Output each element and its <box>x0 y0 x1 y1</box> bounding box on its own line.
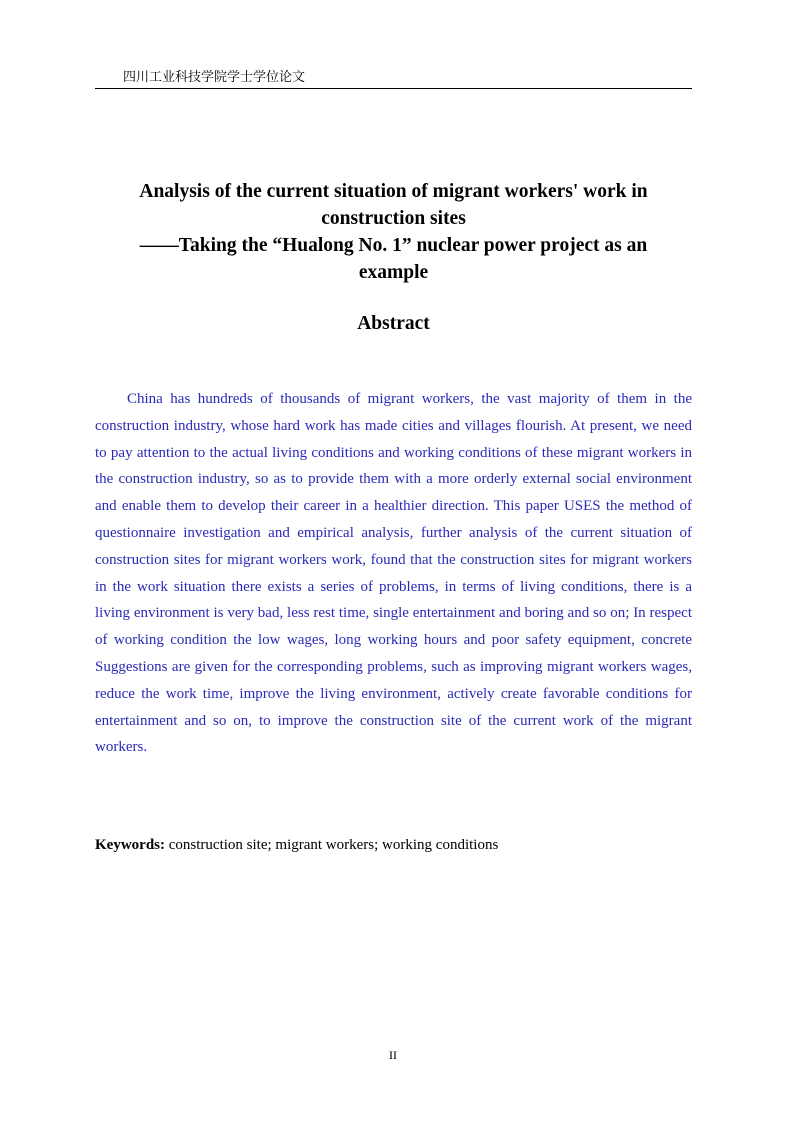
keywords-text: construction site; migrant workers; working conditions <box>165 837 499 853</box>
header-text: 四川工业科技学院学士学位论文 <box>123 70 306 85</box>
abstract-heading: Abstract <box>357 313 430 334</box>
title-line-1: Analysis of the current situation of migrant workers' work in <box>139 181 648 202</box>
page-number: II <box>389 1048 397 1062</box>
abstract-body: China has hundreds of thousands of migrant workers, the vast majority of them in the construction industry, whose hard work has made cities and villages flourish. At present, we need to pay attention to the actual living conditions and working conditions of these migrant workers in the construction industry, so as to provide them with a more orderly external social environment and enable them to develop their career in a healthier direction. This paper USES the method of questionnaire investigation and empirical analysis, further analysis of the current situation of construction sites for migrant workers work, found that the construction sites for migrant workers in the work situation there exists a series of problems, in terms of living conditions, there is a living environment is very bad, less rest time, single entertainment and boring and so on; In respect of working condition the low wages, long working hours and poor safety equipment, concrete Suggestions are given for the corresponding problems, such as improving migrant workers wages, reduce the work time, improve the living environment, actively create favorable conditions for entertainment and so on, to improve the construction site of the current work of the migrant workers. <box>95 391 692 756</box>
keywords-line <box>95 834 692 856</box>
page-header <box>95 64 692 89</box>
title-line-4: example <box>358 262 429 283</box>
title-line-2: construction sites <box>321 208 466 229</box>
thesis-title <box>95 178 692 286</box>
keywords-label: Keywords: <box>95 837 165 853</box>
title-line-3: ——Taking the “Hualong No. 1” nuclear power project as an <box>139 235 648 256</box>
